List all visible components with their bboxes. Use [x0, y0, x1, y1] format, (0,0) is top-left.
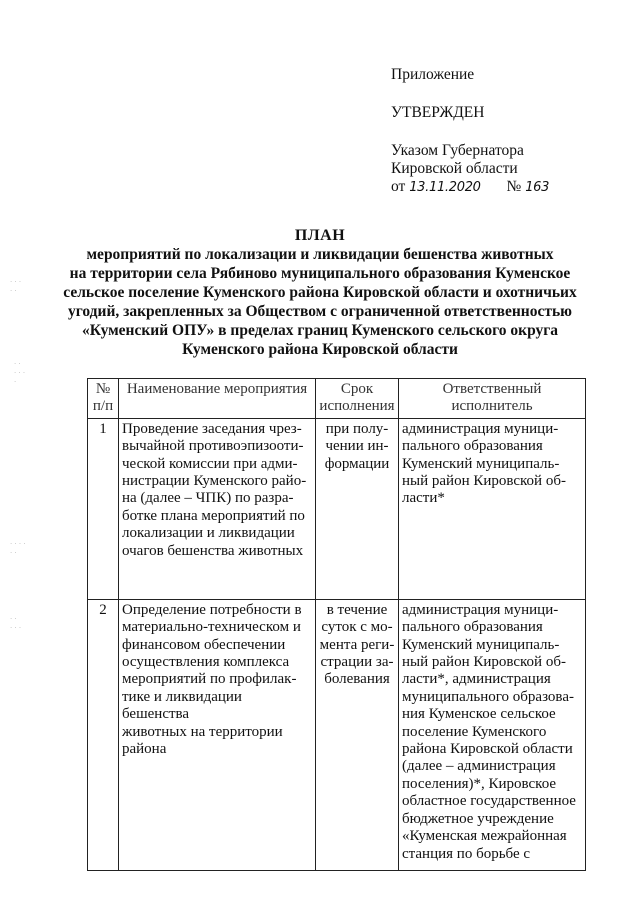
row-responsible: администрация муници- пального образования Куменский муниципаль- ный район Кировской об- ласти*, администрация муниципального образова- ния Куменское сельское поселение Куменского района Кировской области (далее – администрация поселения)*, Кировское областное государственное бюджетное учреждение «Куменская межрайонная станция по борьбе с: [399, 599, 586, 870]
scan-artifact: · · · · · ·: [14, 360, 26, 386]
row-number: 1: [88, 418, 119, 599]
row-activity: Проведение заседания чрез- вычайной противоэпизооти- ческой комиссии при адми- нистрации Куменского райо- на (далее – ЧПК) по разра- ботке плана мероприятий по локализации и ликвидации очагов бешенства животных: [119, 418, 316, 599]
header-name: Наименование мероприятия: [119, 379, 316, 419]
number-prefix: №: [506, 178, 522, 195]
title-line: на территории села Рябиново муниципального образования Куменское: [69, 265, 571, 282]
title-line: «Куменский ОПУ» в пределах границ Куменского сельского округа: [81, 322, 559, 339]
header-term: Срок исполнения: [316, 379, 399, 419]
row-number: 2: [88, 599, 119, 870]
decree-date-line: [391, 178, 549, 197]
plan-table: [87, 378, 586, 871]
approval-block: [391, 66, 549, 197]
decree-line-1: Указом Губернатора: [391, 142, 524, 159]
row-activity: Определение потребности в материально-техническом и финансовом обеспечении осуществления комплекса мероприятий по профилак- тике и ликвидации бешенства животных на территории района: [119, 599, 316, 870]
scan-artifact: · · · · ·: [10, 278, 22, 295]
appendix-label: Приложение: [391, 66, 475, 83]
table-header-row: [88, 379, 586, 419]
table-row: [88, 599, 586, 870]
approved-label: УТВЕРЖДЕН: [391, 104, 485, 121]
title-heading: ПЛАН: [294, 227, 346, 244]
scan-artifact: · · · · · ·: [10, 540, 26, 557]
number-value: 163: [525, 180, 550, 195]
title-line: угодий, закрепленных за Обществом с ограниченной ответственностью: [67, 303, 573, 320]
date-prefix: от: [391, 178, 406, 195]
date-value: 13.11.2020: [409, 180, 481, 195]
title-line: Куменского района Кировской области: [182, 341, 458, 358]
title-line: сельское поселение Куменского района Кировской области и охотничьих: [63, 284, 577, 301]
table-row: [88, 418, 586, 599]
header-number: № п/п: [88, 379, 119, 419]
row-term: в течение суток с мо- мента реги- страции за- болевания: [316, 599, 399, 870]
title-line: мероприятий по локализации и ликвидации бешенства животных: [86, 246, 554, 263]
document-title: [0, 226, 640, 359]
header-responsible: Ответственный исполнитель: [399, 379, 586, 419]
row-responsible: администрация муници- пального образования Куменский муниципаль- ный район Кировской об- ласти*: [399, 418, 586, 599]
decree-line-2: Кировской области: [391, 160, 518, 177]
scan-artifact: · · · · ·: [10, 615, 22, 632]
row-term: при полу- чении ин- формации: [316, 418, 399, 599]
